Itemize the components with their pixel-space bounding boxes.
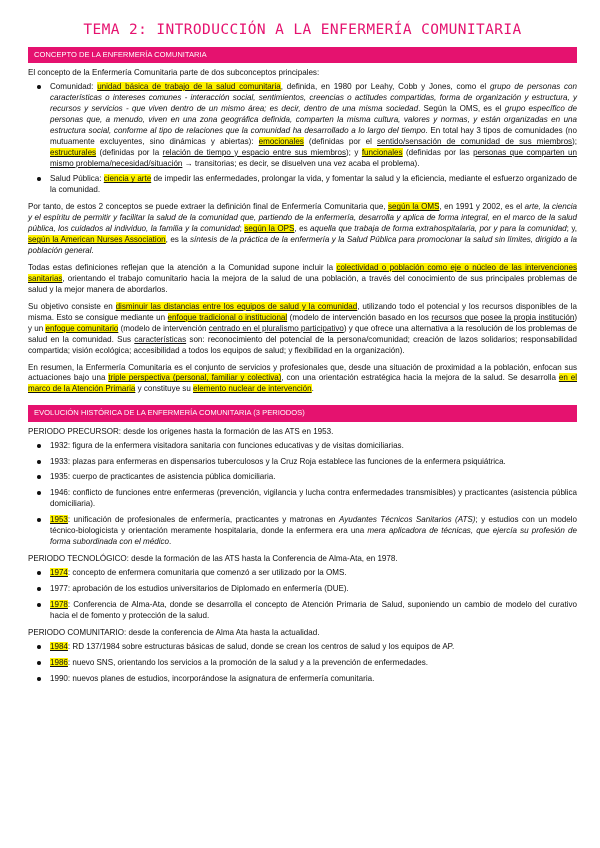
paragraph-atencion: Todas estas definiciones reflejan que la atención a la Comunidad supone incluir la colectividad o población como eje o núcleo de las intervenciones sanitarias, orientando el trabajo comunitario hacia la mejora de la salud de una población, a través del conocimiento de sus principales problemas de salud y la mejor manera de abordarlos. <box>28 263 578 294</box>
list-item-1977: 1977: aprobación de los estudios universitarios de Diplomado en enfermería (DUE). <box>50 584 577 595</box>
section-header-evolucion: EVOLUCIÓN HISTÓRICA DE LA ENFERMERÍA COMUNITARIA (3 PERIODOS) <box>28 405 577 421</box>
paragraph-objetivo: Su objetivo consiste en disminuir las distancias entre los equipos de salud y la comunidad, utilizando todo el potencial y los recursos disponibles de la misma. Esto se consigue mediante un enfoque tradicional o institucional (modelo de intervención basado en los recursos que posee la propia institución) y un enfoque comunitario (modelo de intervención centrado en el pluralismo participativo) y que ofrece una alternativa a la resolución de los problemas de salud en la comunidad. Sus características son: reconocimiento del potencial de la persona/comunidad; creación de lazos solidarios; responsabilidad compartida; visión ecológica; accesibilidad a todos los equipos de salud; y flexibilidad en la organización). <box>28 301 577 355</box>
concept-intro: El concepto de la Enfermería Comunitaria parte de dos subconceptos principales: <box>28 68 320 78</box>
list-item-1974: 1974: concepto de enfermera comunitaria que comenzó a ser utilizado por la OMS. <box>50 568 577 579</box>
period-comunitario-title: PERIODO COMUNITARIO: desde la conferencia de Alma Ata hasta la actualidad. <box>28 627 320 637</box>
section-header-concepto: CONCEPTO DE LA ENFERMERÍA COMUNITARIA <box>28 47 577 63</box>
period-tecnologico-title: PERIODO TECNOLÓGICO: desde la formación de las ATS hasta la Conferencia de Alma-Ata, en 1978. <box>28 554 398 564</box>
concept-list <box>28 82 577 196</box>
list-item-1984: 1984: RD 137/1984 sobre estructuras básicas de salud, donde se crean los centros de salud y los equipos de AP. <box>50 642 577 653</box>
comunitario-list <box>28 642 577 685</box>
list-item-1990: 1990: nuevos planes de estudios, incorporándose la asignatura de enfermería comunitaria. <box>50 674 577 685</box>
period-precursor-title: PERIODO PRECURSOR: desde los orígenes hasta la formación de las ATS en 1953. <box>28 426 334 436</box>
page-title: TEMA 2: INTRODUCCIÓN A LA ENFERMERÍA COMUNITARIA <box>83 22 522 38</box>
precursor-list <box>28 441 577 549</box>
paragraph-resumen: En resumen, la Enfermería Comunitaria es el conjunto de servicios y profesionales que, desde una situación de proximidad a la población, enfocan sus actuaciones bajo una triple perspectiva (personal, familiar y colectiva), con una orientación estratégica hacia la mejora de la salud. Se desarrolla en el marco de la Atención Primaria y constituye su elemento nuclear de intervención. <box>28 362 578 394</box>
paragraph-definicion: Por tanto, de estos 2 conceptos se puede extraer la definición final de Enfermería Comunitaria que, según la OMS, en 1991 y 2002, es el arte, la ciencia y el espíritu de permitir y facilitar la salud de la comunidad que, partiendo de la enfermería, desarrolla y aplica de forma integral, en el marco de la salud pública, los cuidados al individuo, la familia y la comunidad; según la OPS, es aquella que trabaja de forma extrahospitalaria, por y para la comunidad; y, según la American Nurses Association, es la síntesis de la práctica de la enfermería y la Salud Pública para promocionar la salud sin límites, dirigido a la población general. <box>28 202 577 256</box>
list-item-1978: 1978: Conferencia de Alma-Ata, donde se desarrolla el concepto de Atención Primaria de Salud, suponiendo un cambio de modelo del curativo hacia el de fomento y protección de la salud. <box>50 599 577 620</box>
tecnologico-list <box>28 568 577 622</box>
list-item-1953: 1953: unificación de profesionales de enfermería, practicantes y matronas en Ayudantes Técnicos Sanitarios (ATS); y estudios con un modelo técnico-biologicista y orientación meramente hospitalaria, donde la enfermera era una mera aplicadora de técnicas, que ejercía su profesión de forma subordinada con el médico. <box>50 515 578 547</box>
list-item-1935: 1935: cuerpo de practicantes de asistencia pública domiciliaria. <box>50 472 577 483</box>
list-item-1933: 1933: plazas para enfermeras en dispensarios tuberculosos y la Cruz Roja establece las funciones de la enfermera psiquiátrica. <box>50 457 577 468</box>
list-item-salud-publica: Salud Pública: ciencia y arte de impedir las enfermedades, prolongar la vida, y fomentar la salud y la eficiencia, mediante el esfuerzo organizado de la comunidad. <box>50 174 577 195</box>
list-item-comunidad: Comunidad: unidad básica de trabajo de la salud comunitaria, definida, en 1980 por Leahy, Cobb y Jones, como el grupo de personas con características o intereses comunes - interacción social, sentimientos, creencias o actitudes compartidas, forma de organización y estructura, y recursos y servicios - que viven dentro de un mismo área; es decir, dentro de una misma sociedad. Según la OMS, es el grupo específico de personas que, a menudo, viven en una zona geográfica definida, comparten la misma cultura, valores y normas, y están organizadas en una estructura social, conforme al tipo de relaciones que la comunidad ha desarrollado a lo largo del tiempo. En total hay 3 tipos de comunidades (no mutuamente excluyentes, sino dinámicas y abiertas): emocionales (definidas por el sentido/sensación de comunidad de sus miembros); estructurales (definidas por la relación de tiempo y espacio entre sus miembros); y funcionales (definidas por las personas que comparten un mismo problema/necesidad/situación → transitorias; es decir, se disuelven una vez acaba el problema). <box>50 81 577 168</box>
list-item-1932: 1932: figura de la enfermera visitadora sanitaria con funciones educativas y de visitas domiciliarias. <box>50 441 577 452</box>
list-item-1986: 1986: nuevo SNS, orientando los servicios a la promoción de la salud y a la prevención de enfermedades. <box>50 658 577 669</box>
list-item-1946: 1946: conflicto de funciones entre enfermeras (prevención, vigilancia y lucha contra enfermedades transmisibles) y practicantes (asistencia pública domiciliaria). <box>50 488 577 509</box>
